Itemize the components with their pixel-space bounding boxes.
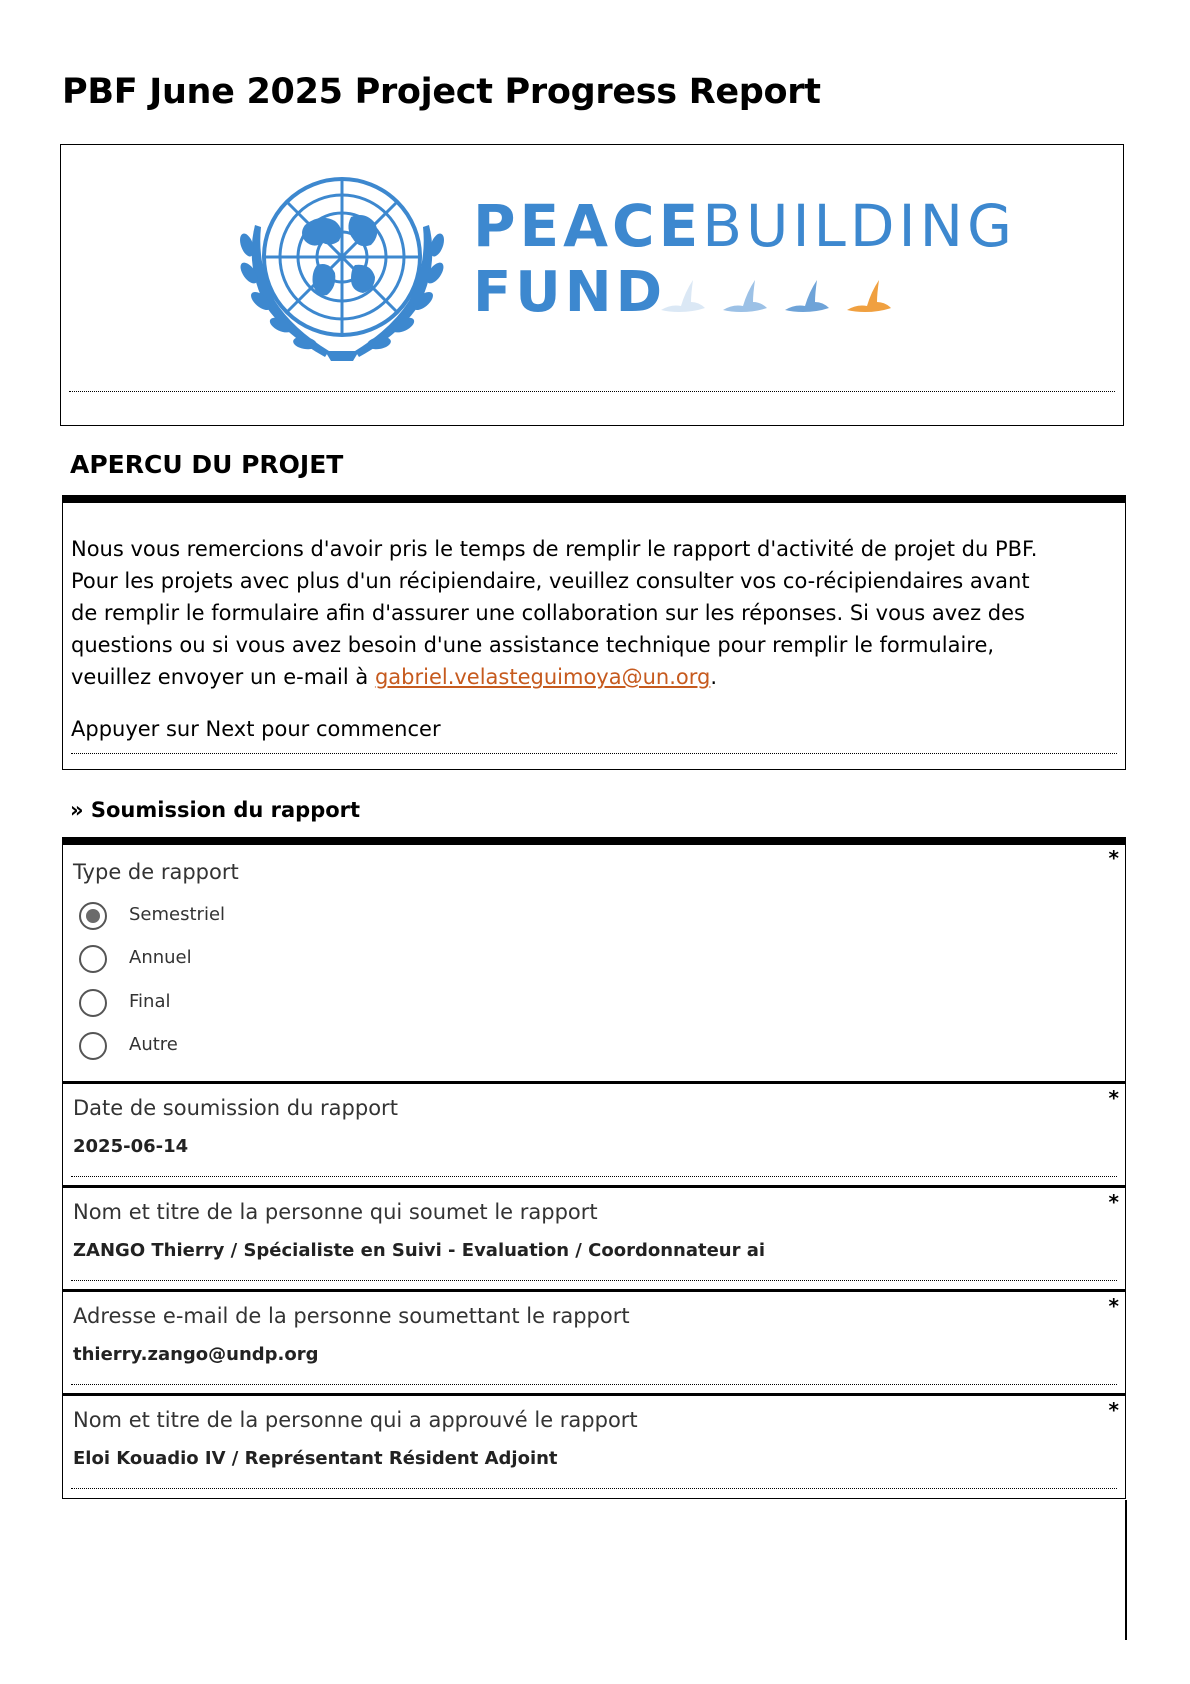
answer-value: 2025-06-14 <box>73 1136 189 1157</box>
divider <box>71 1176 1117 1177</box>
answer-value: ZANGO Thierry / Spécialiste en Suivi - Evaluation / Coordonnateur ai <box>73 1240 766 1261</box>
question-approver <box>62 1393 1126 1499</box>
intro-body: Nous vous remercions d'avoir pris le temps de remplir le rapport d'activité de projet du PBF. Pour les projets avec plus d'un récipiendaire, veuillez consulter vos co-récipiendaires avant de remplir le formulaire afin d'assurer une collaboration sur les réponses. Si vous avez des questions ou si vous avez besoin d'une assistance technique pour remplir le formulaire, veuillez envoyer un e-mail à <box>71 537 1038 689</box>
brand-peacebuilding <box>473 192 1016 260</box>
required-mark: * <box>1108 846 1119 870</box>
section-heading-submission: » Soumission du rapport <box>70 798 361 822</box>
question-label: Date de soumission du rapport <box>73 1096 398 1120</box>
brand-word-fund: FUND <box>473 260 667 325</box>
intro-end: . <box>710 665 718 689</box>
brand-word-building: BUILDING <box>702 192 1016 260</box>
start-hint: Appuyer sur Next pour commencer <box>71 717 441 741</box>
required-mark: * <box>1108 1294 1119 1318</box>
radio-button[interactable] <box>79 945 107 973</box>
question-report-type <box>62 843 1126 1083</box>
section-divider <box>62 495 1126 503</box>
radio-label: Annuel <box>129 947 192 968</box>
radio-label: Autre <box>129 1034 178 1055</box>
required-mark: * <box>1108 1190 1119 1214</box>
required-mark: * <box>1108 1398 1119 1422</box>
contact-email-link[interactable]: gabriel.velasteguimoya@un.org <box>374 665 711 689</box>
dove-icon <box>651 270 891 318</box>
radio-button[interactable] <box>79 902 107 930</box>
divider <box>71 1280 1117 1281</box>
intro-text <box>63 503 1125 693</box>
radio-label: Semestriel <box>129 904 226 925</box>
section-heading-overview: APERCU DU PROJET <box>70 450 344 479</box>
question-submitter-email <box>62 1289 1126 1395</box>
answer-value: Eloi Kouadio IV / Représentant Résident Adjoint <box>73 1448 558 1469</box>
page-border <box>1125 1500 1127 1640</box>
question-submitter <box>62 1185 1126 1291</box>
brand-word-peace: PEACE <box>473 192 703 260</box>
radio-button[interactable] <box>79 1032 107 1060</box>
divider <box>71 1384 1117 1385</box>
question-label: Nom et titre de la personne qui soumet le rapport <box>73 1200 598 1224</box>
divider <box>69 391 1115 392</box>
logo-banner <box>60 144 1124 426</box>
question-label: Nom et titre de la personne qui a approuvé le rapport <box>73 1408 638 1432</box>
divider <box>71 1488 1117 1489</box>
radio-button[interactable] <box>79 989 107 1017</box>
question-label: Adresse e-mail de la personne soumettant le rapport <box>73 1304 630 1328</box>
page-title: PBF June 2025 Project Progress Report <box>62 72 821 112</box>
un-emblem-icon <box>225 165 459 365</box>
question-submission-date <box>62 1081 1126 1187</box>
radio-label: Final <box>129 991 171 1012</box>
question-label: Type de rapport <box>73 860 239 884</box>
intro-panel <box>62 503 1126 770</box>
required-mark: * <box>1108 1086 1119 1110</box>
divider <box>71 753 1117 754</box>
answer-value: thierry.zango@undp.org <box>73 1344 319 1365</box>
